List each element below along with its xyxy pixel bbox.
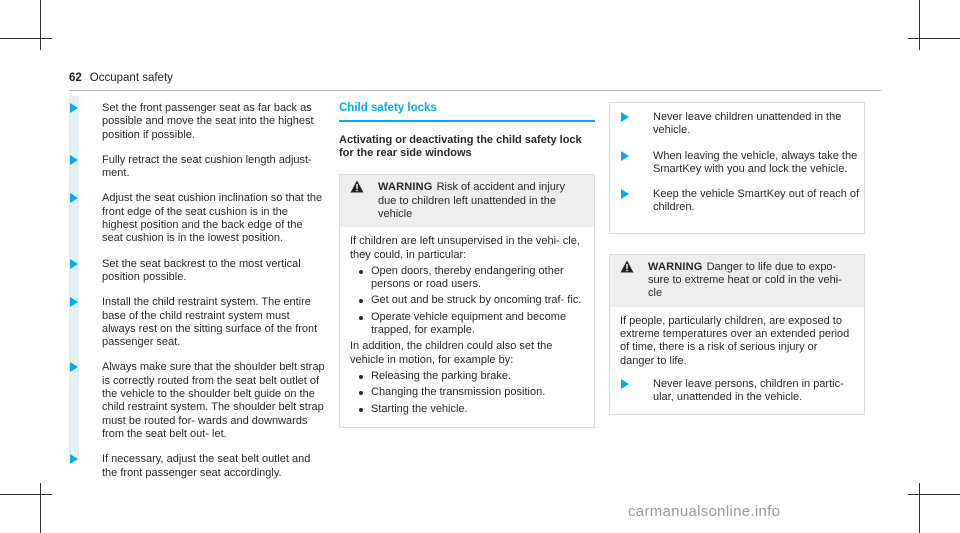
list-item: Keep the vehicle SmartKey out of reach of children. [620, 188, 864, 215]
warning-box [609, 254, 865, 416]
middle-column [339, 102, 595, 438]
warning-headline: Danger to life due to expo- sure to extreme heat or cold in the vehi- cle [648, 260, 842, 300]
section-rule [339, 120, 595, 122]
warning-body [340, 227, 594, 427]
crop-mark [40, 483, 41, 533]
list-item: Open doors, thereby endangering other persons or road users. [350, 265, 584, 292]
warning-box [339, 174, 595, 427]
warning-intro: If children are left unsupervised in the vehi- cle, they could, in particular: [350, 235, 580, 261]
arrow-bullet-icon [70, 362, 78, 372]
arrow-bullet-icon [621, 189, 629, 199]
crop-mark [40, 0, 41, 50]
crop-mark [919, 483, 920, 533]
watermark: carmanualsonline.info [628, 503, 781, 520]
list-item: Install the child restraint system. The entire base of the child restraint system must always rest on the sitting surface of the front passenger seat. [69, 296, 325, 349]
warning-header [340, 175, 594, 227]
warning-text: If people, particularly children, are exposed to extreme temperatures over an extended period of time, there is a risk of serious injury or danger to life. [620, 314, 850, 367]
section-title: Child safety locks [339, 102, 437, 114]
warning-body [610, 307, 864, 415]
list-item: Fully retract the seat cushion length adjust- ment. [69, 154, 325, 181]
section-name: Occupant safety [89, 72, 173, 84]
arrow-bullet-icon [70, 103, 78, 113]
list-item: Get out and be struck by oncoming traf- fic. [350, 294, 584, 307]
crop-mark [0, 38, 52, 39]
list-item: Starting the vehicle. [350, 403, 584, 416]
list-item: If necessary, adjust the seat belt outlet and the front passenger seat accordingly. [69, 453, 325, 480]
arrow-bullet-icon [70, 259, 78, 269]
list-item: Set the front passenger seat as far back as possible and move the seat into the highest position if possible. [69, 102, 325, 142]
crop-mark [908, 494, 960, 495]
warning-keyword: WARNING [648, 260, 703, 273]
crop-mark [908, 38, 960, 39]
list-item: Adjust the seat cushion inclination so that the front edge of the seat cushion is in the highest position and the back edge of the seat cushion is in the lowest position. [69, 192, 325, 245]
right-column [609, 102, 865, 425]
warning-keyword: WARNING [378, 181, 433, 194]
warning-header [610, 255, 864, 307]
warning-headline: Risk of accident and injury due to children left unattended in the vehicle [378, 181, 565, 220]
instruction-box [609, 102, 865, 234]
page-number: 62 [69, 72, 82, 84]
list-item: Never leave persons, children in partic- ular, unattended in the vehicle. [620, 378, 854, 405]
subsection-title: Activating or deactivating the child safety lock for the rear side windows [339, 133, 582, 160]
crop-mark [919, 0, 920, 50]
warning-intro-2: In addition, the children could also set the vehicle in motion, for example by: [350, 340, 553, 366]
crop-mark [0, 494, 52, 495]
list-item: Releasing the parking brake. [350, 370, 584, 383]
warning-triangle-icon [620, 260, 634, 273]
arrow-bullet-icon [70, 454, 78, 464]
warning-triangle-icon [350, 180, 364, 193]
arrow-bullet-icon [621, 379, 629, 389]
arrow-bullet-icon [621, 151, 629, 161]
list-item: Operate vehicle equipment and become trapped, for example. [350, 311, 584, 338]
left-column [69, 102, 325, 492]
list-item: When leaving the vehicle, always take the SmartKey with you and lock the vehicle. [620, 150, 864, 177]
arrow-bullet-icon [621, 112, 629, 122]
arrow-bullet-icon [70, 155, 78, 165]
list-item: Set the seat backrest to the most vertical position possible. [69, 258, 325, 285]
list-item: Changing the transmission position. [350, 386, 584, 399]
list-item: Never leave children unattended in the vehicle. [620, 111, 864, 138]
arrow-bullet-icon [70, 193, 78, 203]
list-item: Always make sure that the shoulder belt strap is correctly routed from the seat belt outlet of the vehicle to the shoulder belt guide on the child restraint system. The shoulder belt strap must be routed for- wards and downwards from the seat belt out- let. [69, 361, 325, 441]
header-rule [69, 90, 881, 91]
arrow-bullet-icon [70, 297, 78, 307]
page-header [69, 72, 173, 84]
